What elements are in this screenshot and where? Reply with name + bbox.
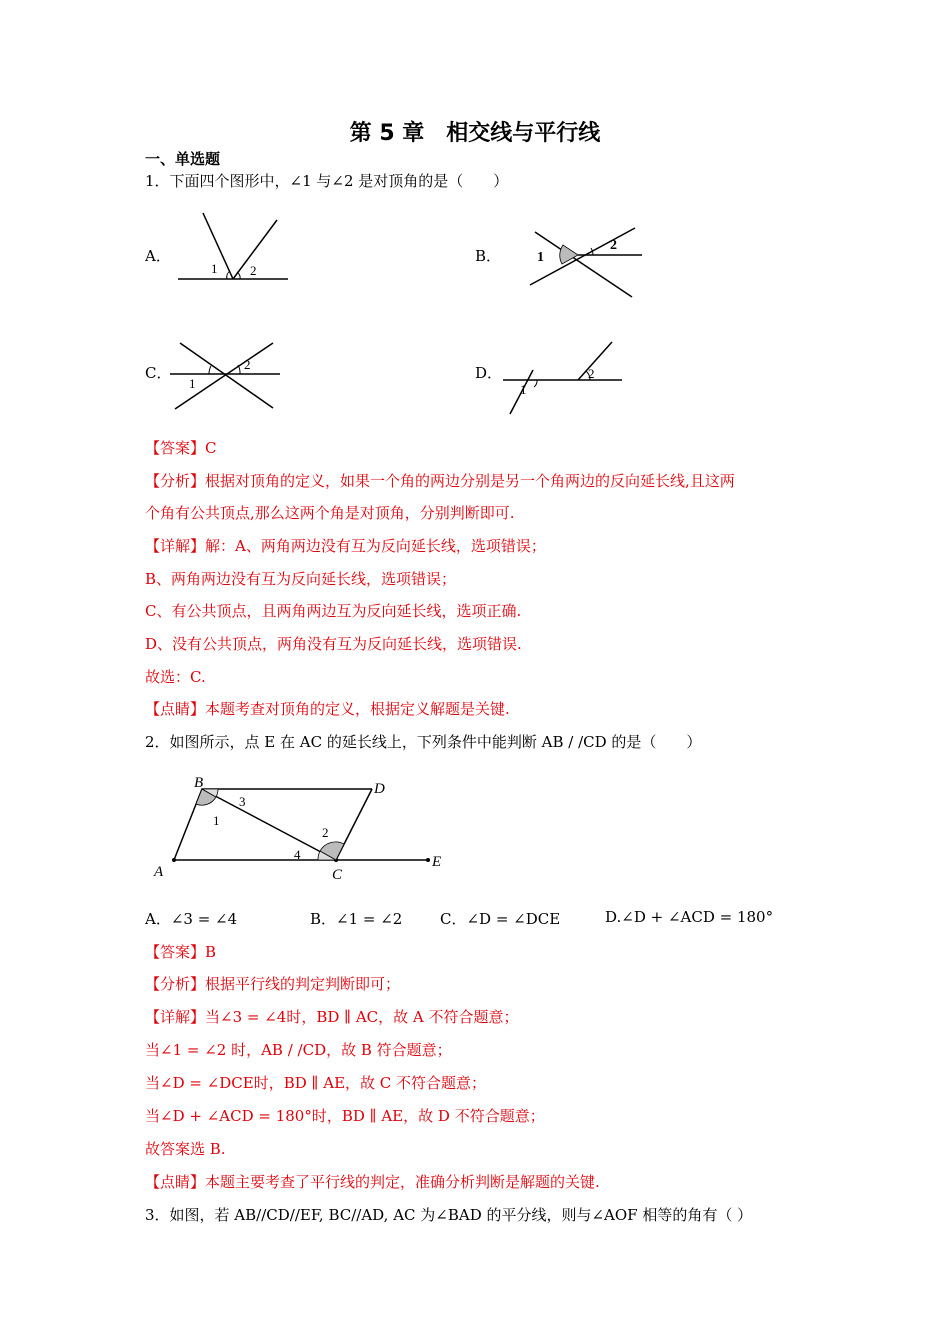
- q2-option-a: A．∠3 = ∠4: [145, 910, 238, 928]
- q2-detail-line3: 当∠D = ∠DCE时，BD ∥ AE，故 C 不符合题意；: [145, 1074, 487, 1092]
- q1-comment: 【点睛】本题考查对顶角的定义，根据定义解题是关键.: [145, 700, 510, 718]
- q1-detail-line2: B、两角两边没有互为反向延长线，选项错误；: [145, 570, 457, 588]
- q2-option-d: D.∠D + ∠ACD = 180°: [605, 908, 774, 926]
- q1-option-b-label: B．: [475, 247, 502, 265]
- q1d-label-2: 2: [588, 366, 595, 381]
- q2-stem: 2．如图所示，点 E 在 AC 的延长线上，下列条件中能判断 AB / /CD 的是（ ）: [145, 733, 702, 751]
- q1-option-a-label: A．: [145, 247, 171, 265]
- q1-figure-d: [500, 338, 625, 418]
- q1-figure-a: [170, 205, 300, 285]
- q1a-label-2: 2: [250, 263, 257, 278]
- q1c-label-2: 2: [244, 357, 251, 372]
- q2-point-a: A: [154, 864, 164, 880]
- q2-option-c: C．∠D = ∠DCE: [440, 910, 561, 928]
- q2-point-c: C: [332, 867, 343, 883]
- q1-option-c-label: C．: [145, 364, 172, 382]
- section-heading: 一、单选题: [145, 150, 221, 168]
- q2-analysis: 【分析】根据平行线的判定判断即可；: [145, 975, 401, 993]
- q2-angle-1: 1: [213, 813, 220, 828]
- q1-option-d-label: D．: [475, 364, 503, 382]
- page-title: 第 5 章 相交线与平行线: [349, 121, 601, 146]
- q1c-label-1: 1: [189, 376, 196, 391]
- q1b-label-2: 2: [610, 238, 617, 253]
- q2-detail-line1: 【详解】当∠3 = ∠4时，BD ∥ AC，故 A 不符合题意；: [145, 1008, 519, 1026]
- q1-stem: 1．下面四个图形中，∠1 与∠2 是对顶角的是（ ）: [145, 172, 509, 190]
- q1d-label-1: 1: [520, 382, 527, 397]
- q1a-label-1: 1: [211, 261, 218, 276]
- q1-detail-line1: 【详解】解：A、两角两边没有互为反向延长线，选项错误；: [145, 537, 546, 555]
- q2-point-d: D: [374, 781, 385, 797]
- q2-comment: 【点睛】本题主要考查了平行线的判定，准确分析判断是解题的关键.: [145, 1173, 600, 1191]
- q2-detail-line2: 当∠1 = ∠2 时，AB / /CD，故 B 符合题意；: [145, 1041, 452, 1059]
- q2-option-b: B．∠1 = ∠2: [310, 910, 403, 928]
- q2-detail-line5: 故答案选 B.: [145, 1140, 226, 1158]
- q2-point-e: E: [432, 854, 442, 870]
- q2-angle-4: 4: [294, 847, 301, 862]
- q1b-label-1: 1: [537, 250, 544, 265]
- q1-answer: 【答案】C: [145, 439, 217, 457]
- q2-point-b: B: [194, 775, 204, 791]
- q2-angle-3: 3: [239, 794, 246, 809]
- q1-figure-c: [170, 338, 285, 416]
- q1-detail-line5: 故选：C.: [145, 668, 206, 686]
- q1-figure-b: [525, 218, 650, 298]
- q1-analysis-line2: 个角有公共顶点,那么这两个角是对顶角，分别判断即可.: [145, 504, 515, 522]
- q2-angle-2: 2: [322, 825, 329, 840]
- q1-detail-line4: D、没有公共顶点，两角没有互为反向延长线，选项错误.: [145, 635, 522, 653]
- q1-analysis-line1: 【分析】根据对顶角的定义，如果一个角的两边分别是另一个角两边的反向延长线,且这两: [145, 472, 735, 490]
- q1-detail-line3: C、有公共顶点，且两角两边互为反向延长线，选项正确.: [145, 602, 522, 620]
- q2-figure: [150, 773, 450, 885]
- q2-answer: 【答案】B: [145, 943, 217, 961]
- q2-detail-line4: 当∠D + ∠ACD = 180°时，BD ∥ AE，故 D 不符合题意；: [145, 1107, 545, 1125]
- q3-stem: 3．如图，若 AB//CD//EF, BC//AD, AC 为∠BAD 的平分线，则与∠AOF 相等的角有（ ）: [145, 1206, 753, 1224]
